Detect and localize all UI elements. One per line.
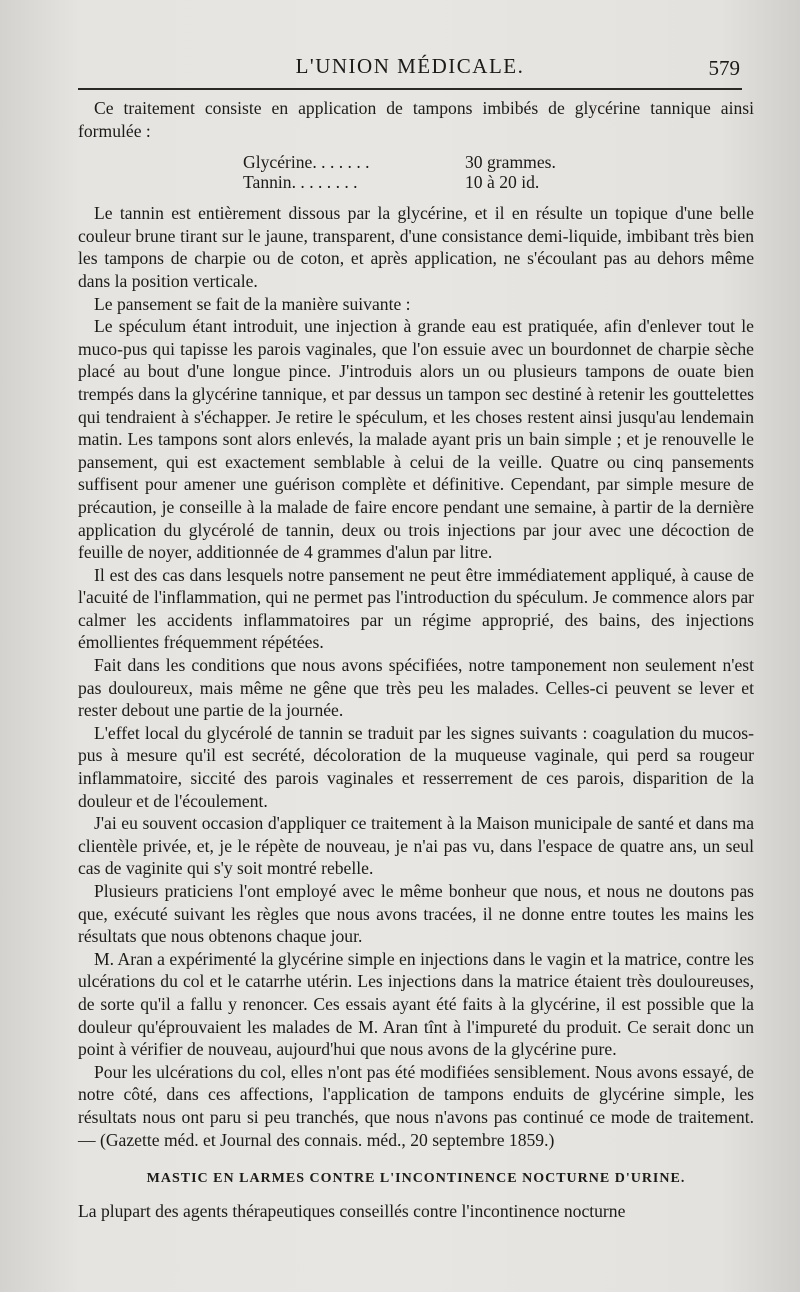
section-title: MASTIC EN LARMES CONTRE L'INCONTINENCE NOCTURNE D'URINE. — [146, 1171, 686, 1187]
formula-table — [243, 152, 754, 192]
paragraph-tolerance: Fait dans les conditions que nous avons spécifiées, notre tamponement non seulement n'est pas douloureux, mais même ne gêne que très peu les malades. Celles-ci peuvent se lever et rester debout une partie de la journée. — [78, 655, 754, 721]
paragraph-experience: J'ai eu souvent occasion d'appliquer ce traitement à la Maison municipale de santé et dans ma clientèle privée, et, je le répète de nouveau, je n'ai pas vu, dans l'espace de quatre ans, un seul cas de vaginite qui s'y soit montré rebelle. — [78, 813, 754, 879]
paragraph-practitioners: Plusieurs praticiens l'ont employé avec le même bonheur que nous, et nous ne doutons pas que, exécuté suivant les règles que nous avons tracées, il ne donne entre toutes les mains les résultats que nous obtenons chaque jour. — [78, 881, 754, 947]
paragraph-procedure: Le spéculum étant introduit, une injection à grande eau est pratiquée, afin d'enlever tout le muco-pus qui tapisse les parois vaginales, que l'on essuie avec un bourdonnet de charpie sèche placé au bout d'une longue pince. J'introduis alors un ou plusieurs tampons de ouate bien trempés dans la glycérine tannique, et par dessus un tampon sec destiné à retenir les gouttelettes qui tendraient à s'échapper. Je retire le spéculum, et les choses restent ainsi jusqu'au lendemain matin. Les tampons sont alors enlevés, la malade ayant pris un bain simple ; et je renouvelle le pansement, qui est exactement semblable à celui de la veille. Quatre ou cinq pansements suffisent pour amener une guérison complète et définitive. Cependant, par simple mesure de précaution, je conseille à la malade de faire encore pendant une semaine, à partir de la dernière application du glycérolé de tannin, deux ou trois injections par jour avec une décoction de feuille de noyer, additionnée de 4 grammes d'alun par litre. — [78, 316, 754, 563]
formula-ingredient: Tannin. . . . . . . . — [243, 172, 358, 193]
paragraph-dressing-intro: Le pansement se fait de la manière suivante : — [94, 293, 411, 314]
intro-paragraph: Ce traitement consiste en application de tampons imbibés de glycérine tannique ainsi formulée : — [78, 98, 754, 141]
formula-row — [243, 152, 754, 172]
header-rule — [78, 88, 742, 90]
formula-amount: 30 grammes. — [465, 152, 556, 173]
paragraph-tannin-dissolution: Le tannin est entièrement dissous par la glycérine, et il en résulte un topique d'une belle couleur brune tirant sur le jaune, transparent, d'une consistance demi-liquide, imbibant très bien les tampons de charpie ou de coton, et après application, ne s'écoulant pas au dehors même dans la position verticale. — [78, 203, 754, 291]
page-header — [80, 52, 740, 80]
article-body — [78, 97, 754, 1222]
paragraph-aran: M. Aran a expérimenté la glycérine simple en injections dans le vagin et la matrice, contre les ulcérations du col et le catarrhe utérin. Les injections dans la matrice étaient très douloureuses, de sorte qu'il a fallu y renoncer. Ces essais ayant été faits à la glycérine, il est possible que la douleur qu'éprouvaient les malades de M. Aran tînt à l'impureté du produit. Ce serait donc un point à vérifier de nouveau, aujourd'hui que nous avons de la glycérine pure. — [78, 948, 754, 1060]
final-line: La plupart des agents thérapeutiques conseillés contre l'incontinence nocturne — [78, 1200, 626, 1221]
running-title: L'UNION MÉDICALE. — [295, 54, 525, 78]
paragraph-ulcerations: Pour les ulcérations du col, elles n'ont pas été modifiées sensiblement. Nous avons essayé, de notre côté, dans ces affections, l'application de tampons enduits de glycérine simple, les résultats nous ont paru si peu tranchés, que nous n'avons pas continué ce mode de traitement. — (Gazette méd. et Journal des connais. méd., 20 septembre 1859.) — [78, 1061, 754, 1150]
paragraph-acute-cases: Il est des cas dans lesquels notre pansement ne peut être immédiatement appliqué, à cause de l'acuité de l'inflammation, qui ne permet pas l'introduction du spéculum. Je commence alors par calmer les accidents inflammatoires par un régime approprié, des bains, des injections émollientes fréquemment répétées. — [78, 564, 754, 653]
formula-row — [243, 172, 754, 192]
paragraph-local-effects: L'effet local du glycérolé de tannin se traduit par les signes suivants : coagulation du mucos-pus à mesure qu'il est secrété, décoloration de la muqueuse vaginale, qui perd sa rougeur inflammatoire, siccité des parois vaginales et resserrement de ces parois, disparition de la douleur et de l'écoulement. — [78, 722, 754, 811]
formula-ingredient: Glycérine. . . . . . . — [243, 152, 370, 173]
page-number: 579 — [708, 56, 740, 80]
formula-amount: 10 à 20 id. — [465, 172, 540, 193]
